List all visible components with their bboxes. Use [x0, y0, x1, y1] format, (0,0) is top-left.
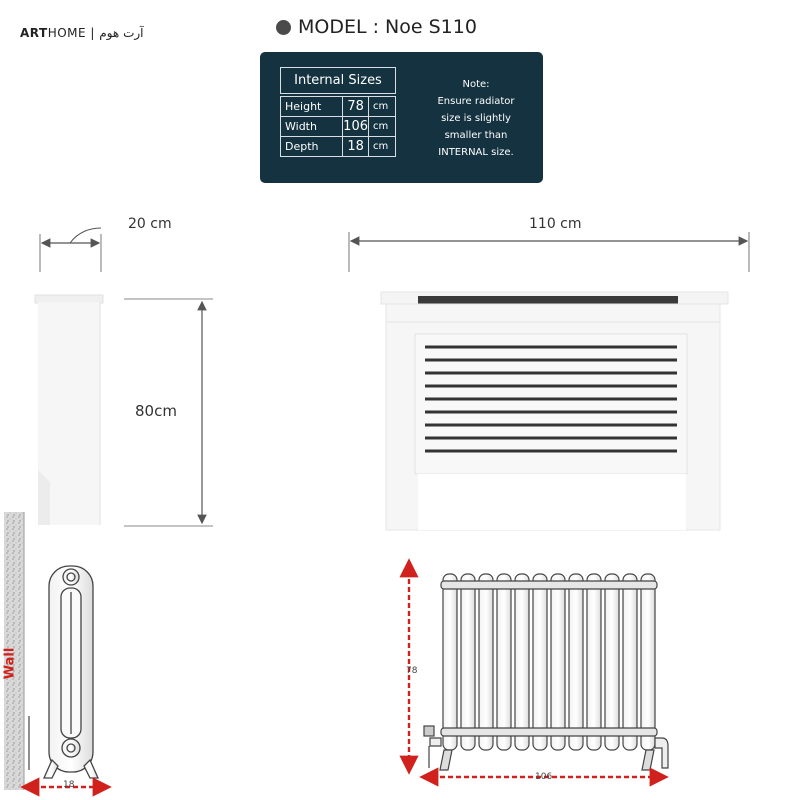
row-value: 78 — [343, 97, 369, 117]
width-label: 110 cm — [529, 216, 582, 232]
radiator-height-label: 78 — [406, 666, 418, 676]
width-dimension — [349, 232, 749, 272]
note-line: INTERNAL size. — [438, 147, 514, 158]
note-line: size is slightly — [441, 113, 511, 124]
radiator-front-view — [424, 574, 668, 770]
radiator-width-label: 106 — [535, 772, 553, 782]
note-line: Ensure radiator — [437, 96, 515, 107]
depth-dimension — [40, 228, 101, 272]
brand-separator: | — [90, 26, 95, 40]
row-value: 106 — [343, 117, 369, 137]
radiator-depth-label: 18 — [63, 780, 75, 790]
depth-label: 20 cm — [128, 216, 172, 232]
row-unit: cm — [369, 137, 396, 157]
brand-name-bold: ART — [20, 26, 48, 40]
height-label: 80cm — [135, 402, 177, 420]
internal-sizes-title: Internal Sizes — [280, 67, 396, 94]
note-line: smaller than — [444, 130, 508, 141]
note-line: Note: — [462, 79, 490, 90]
cover-side-view — [35, 295, 103, 525]
row-value: 18 — [343, 137, 369, 157]
wall-label: Wall — [2, 647, 18, 680]
row-label: Width — [281, 117, 343, 137]
model-label: MODEL : Noe S110 — [298, 16, 477, 38]
row-unit: cm — [369, 97, 396, 117]
row-unit: cm — [369, 117, 396, 137]
brand-name-regular: HOME — [47, 26, 87, 40]
row-label: Depth — [281, 137, 343, 157]
brand-arabic-name: آرت هوم — [99, 26, 144, 40]
row-label: Height — [281, 97, 343, 117]
radiator-side-view — [29, 566, 98, 778]
